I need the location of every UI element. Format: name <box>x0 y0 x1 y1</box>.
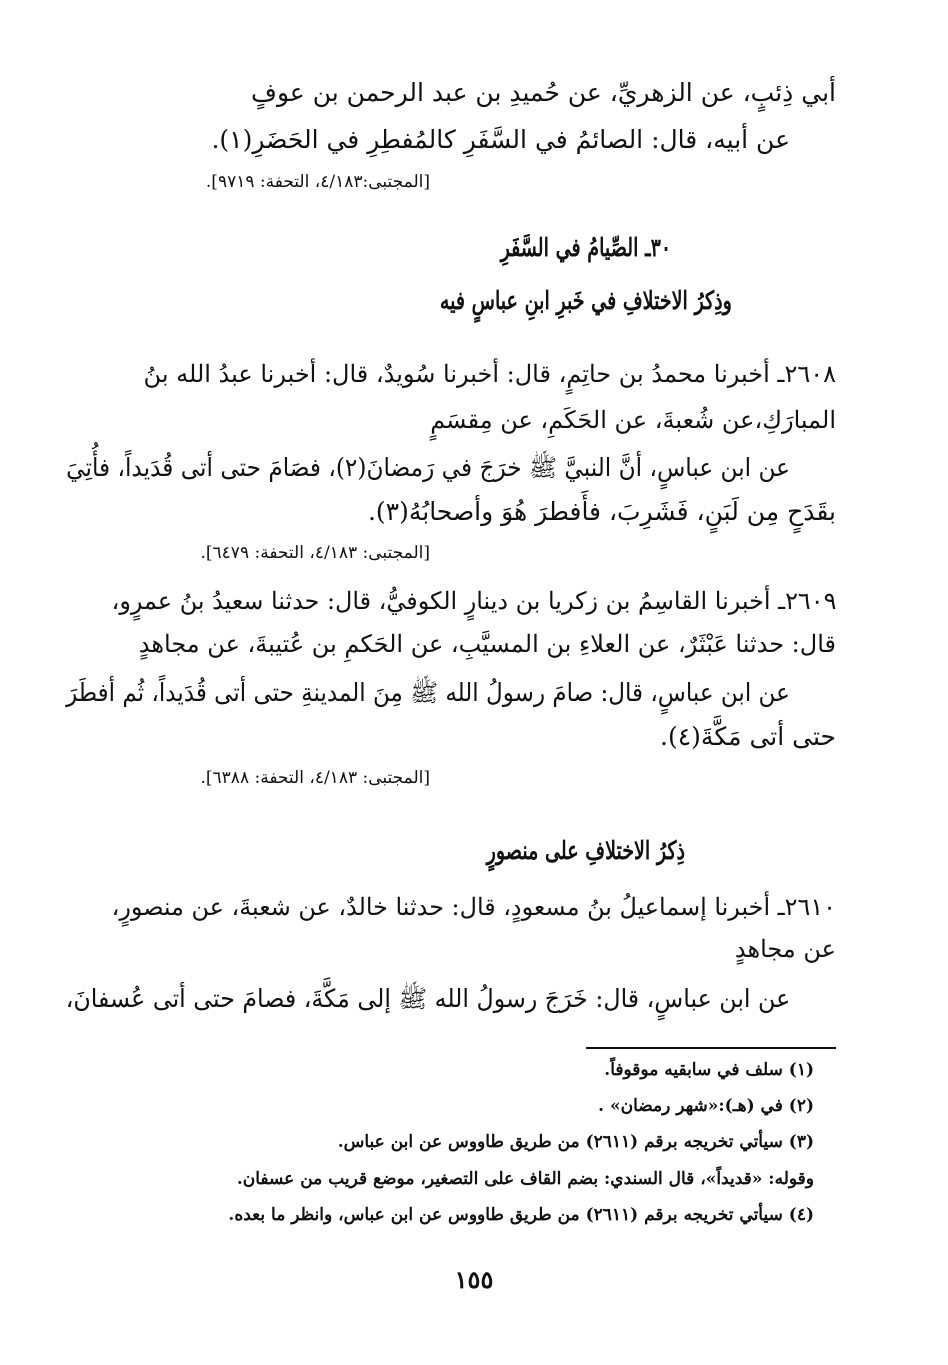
footnote: (٣) سيأتي تخريجه برقم (٢٦١١) من طريق طاووس عن ابن عباس. <box>337 1132 814 1152</box>
footnote: (٤) سيأتي تخريجه برقم (٢٦١١) من طريق طاووس عن ابن عباس، وانظر ما بعده. <box>228 1205 814 1225</box>
footnote: وقوله: «قديداً»، قال السندي: بضم القاف على التصغير، موضع قريب من عسفان. <box>236 1169 814 1189</box>
chapter-subheading: وذِكرُ الاختلافِ في خَبرِ ابنِ عباسٍ فيه <box>439 286 732 315</box>
hadith-2609-chain: ٢٦٠٩ـ أخبرنا القاسِمُ بن زكريا بن دينارٍ الكوفيُّ، قال: حدثنا سعيدُ بنُ عمرٍو، <box>111 587 836 615</box>
hadith-2608-chain: ٢٦٠٨ـ أخبرنا محمدُ بن حاتِمٍ، قال: أخبرنا سُويدٌ، قال: أخبرنا عبدُ الله بنُ <box>143 360 836 388</box>
reference-citation: [المجتبى: ٤/١٨٣، التحفة: ٦٤٧٩]. <box>200 543 430 563</box>
chapter-heading: ٣٠ـ الصِّيامُ في السَّفَرِ <box>500 233 672 262</box>
section-heading: ذِكرُ الاختلافِ على منصورٍ <box>486 836 686 865</box>
hadith-2610-chain: ٢٦١٠ـ أخبرنا إسماعيلُ بنُ مسعودٍ، قال: حدثنا خالدٌ، عن شعبةَ، عن منصورٍ، <box>111 893 836 921</box>
reference-citation: [المجتبى:٤/١٨٣، التحفة: ٩٧١٩]. <box>205 172 430 192</box>
hadith-2609-text: عن ابن عباسٍ، قال: صامَ رسولُ الله ﷺ مِنَ المدينةِ حتى أتى قُدَيداً، ثُم أفطَرَ <box>66 678 790 707</box>
hadith-2610-text: عن ابن عباسٍ، قال: خَرَجَ رسولُ الله ﷺ إلى مَكَّةَ، فصامَ حتى أتى عُسفانَ، <box>65 984 790 1013</box>
text-line: قال: حدثنا عَبْثَرٌ، عن العلاءِ بن المسيَّبِ، عن الحَكمِ بن عُتيبةَ، عن مجاهدٍ <box>138 630 836 658</box>
footnote: (٢) في (هـ):«شهر رمضان» . <box>598 1096 814 1116</box>
text-line: حتى أتى مَكَّةَ(٤). <box>660 722 836 751</box>
hadith-2608-text: عن ابن عباسٍ، أنَّ النبيَّ ﷺ خرَجَ في رَمضانَ(٢)، فصَامَ حتى أتى قُدَيداً، فأُتِيَ <box>66 453 790 482</box>
text-line: عن مجاهدٍ <box>734 935 836 963</box>
page-number: ١٥٥ <box>454 1265 494 1294</box>
text-line: بقَدَحٍ مِن لَبَنٍ، فَشَرِبَ، فأَفطرَ هُوَ وأصحابُهُ(٣). <box>367 497 836 526</box>
footnote-separator <box>586 1047 836 1049</box>
text-line: عن أبيه، قال: الصائمُ في السَّفَرِ كالمُفطِرِ في الحَضَرِ(١). <box>211 125 790 154</box>
text-line: المبارَكِ،عن شُعبةَ، عن الحَكَمِ، عن مِقسَمٍ <box>430 406 836 434</box>
text-line: أبي ذِئبٍ، عن الزهريِّ، عن حُميدِ بن عبد الرحمن بن عوفٍ <box>251 78 836 107</box>
reference-citation: [المجتبى: ٤/١٨٣، التحفة: ٦٣٨٨]. <box>200 768 430 788</box>
footnote: (١) سلف في سابقيه موقوفاً. <box>604 1060 814 1080</box>
